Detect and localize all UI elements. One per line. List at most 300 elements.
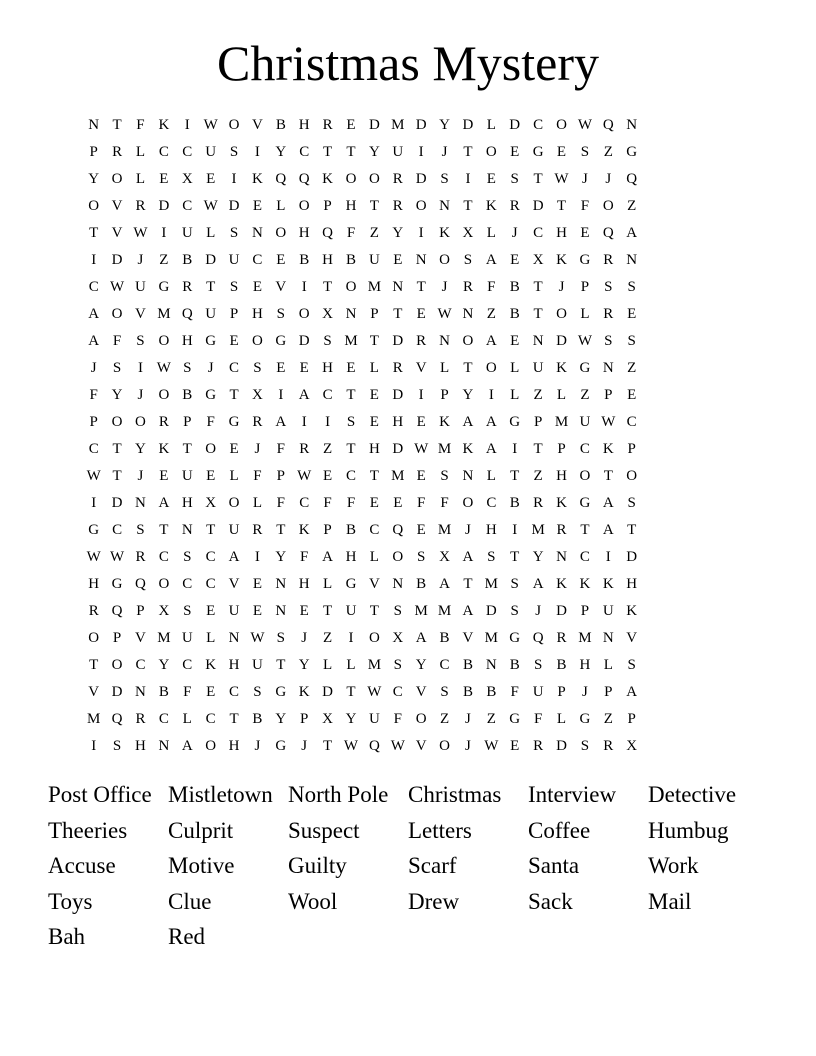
grid-cell: M [367,657,382,673]
grid-cell: U [135,279,146,295]
grid-cell: L [603,657,613,673]
grid-cell: A [485,333,497,349]
grid-cell: M [578,630,592,646]
grid-cell: T [393,306,403,322]
word-list [48,777,768,955]
grid-cell: E [252,279,263,295]
grid-cell: A [158,495,170,511]
grid-cell: Y [275,711,287,727]
grid-cell: Y [532,549,544,565]
grid-cell: S [183,603,192,619]
grid-row [82,409,736,436]
grid-cell: C [182,657,193,673]
grid-cell: F [276,441,285,457]
grid-cell: W [203,117,218,133]
grid-cell: Z [486,711,496,727]
grid-cell: B [439,630,450,646]
grid-cell: G [158,279,170,295]
grid-cell: V [275,279,287,295]
grid-cell: N [135,495,146,511]
grid-cell: C [229,360,240,376]
grid-cell: R [392,360,403,376]
grid-cell: P [580,279,590,295]
grid-cell: G [275,333,287,349]
grid-cell: G [509,630,521,646]
word-list-item: Scarf [408,853,457,879]
word-list-item: Bah [48,924,86,950]
grid-cell: D [532,198,544,214]
grid-cell: Y [275,144,287,160]
grid-cell: V [135,630,146,646]
grid-cell: K [439,225,450,241]
grid-cell: W [297,468,312,484]
grid-cell: C [135,657,146,673]
grid-cell: K [602,441,614,457]
grid-cell: E [510,333,520,349]
grid-row [82,490,736,517]
grid-cell: L [510,360,520,376]
grid-cell: B [509,279,520,295]
grid-cell: P [370,306,379,322]
grid-cell: M [554,414,569,430]
grid-cell: L [510,387,520,403]
grid-cell: A [602,522,614,538]
grid-cell: S [323,333,332,349]
grid-cell: E [369,495,379,511]
grid-cell: S [510,576,519,592]
grid-row [82,247,736,274]
grid-cell: J [137,387,144,403]
grid-cell: Y [275,549,287,565]
grid-cell: Y [111,387,123,403]
grid-cell: P [533,414,543,430]
grid-cell: F [510,684,519,700]
grid-cell: G [345,576,357,592]
grid-cell: H [228,738,240,754]
word-list-item: Coffee [528,817,591,843]
grid-row [82,301,736,328]
grid-cell: E [159,468,169,484]
grid-cell: K [439,414,450,430]
grid-cell: I [137,360,143,376]
grid-cell: A [275,414,287,430]
grid-cell: Z [533,387,543,403]
grid-cell: C [229,684,240,700]
grid-cell: I [91,252,97,268]
grid-cell: B [275,117,286,133]
grid-cell: J [465,711,471,727]
grid-cell: I [254,549,260,565]
grid-cell: S [463,252,473,268]
grid-cell: T [627,522,637,538]
grid-cell: H [322,252,334,268]
grid-cell: T [346,441,356,457]
grid-cell: M [437,603,452,619]
grid-cell: R [603,738,614,754]
grid-cell: N [556,549,567,565]
grid-cell: B [345,252,356,268]
word-list-item: Christmas [408,782,502,807]
grid-cell: M [391,117,405,133]
grid-cell: C [158,144,169,160]
grid-cell: X [392,630,404,646]
grid-cell: J [581,684,588,700]
grid-cell: D [556,603,567,619]
grid-cell: H [298,576,310,592]
grid-cell: N [392,279,404,295]
grid-cell: J [465,522,471,538]
grid-cell: O [439,738,450,754]
grid-cell: P [557,684,566,700]
grid-cell: D [158,198,170,214]
grid-row [82,598,736,625]
grid-cell: Y [298,657,310,673]
grid-cell: F [487,279,496,295]
grid-cell: C [205,711,216,727]
grid-cell: T [510,468,520,484]
grid-cell: T [89,657,99,673]
grid-cell: T [369,603,379,619]
grid-cell: A [298,387,310,403]
grid-cell: V [626,630,638,646]
grid-cell: Z [603,144,613,160]
grid-cell: Z [323,630,333,646]
grid-cell: S [183,360,192,376]
grid-cell: D [111,684,123,700]
grid-cell: E [206,468,216,484]
grid-cell: R [509,198,520,214]
grid-cell: I [512,522,518,538]
grid-cell: H [626,576,638,592]
grid-cell: S [440,468,449,484]
grid-cell: D [322,684,334,700]
word-list-item: Humbug [648,817,729,843]
grid-cell: G [626,144,638,160]
grid-cell: H [345,198,357,214]
grid-cell: M [484,630,498,646]
grid-cell: G [579,711,591,727]
grid-cell: I [348,630,354,646]
grid-cell: W [110,549,125,565]
grid-cell: I [301,279,307,295]
grid-cell: J [558,279,565,295]
grid-cell: U [368,252,380,268]
grid-cell: G [532,144,544,160]
grid-cell: S [627,279,636,295]
grid-cell: I [91,738,97,754]
word-list-item: Mail [648,888,692,914]
grid-cell: S [276,630,285,646]
word-list-item: Red [168,924,206,950]
grid-cell: S [112,738,122,754]
grid-cell: C [486,495,497,511]
grid-cell: B [556,657,567,673]
word-list-item: Santa [528,853,580,879]
grid-cell: F [440,495,449,511]
grid-cell: L [323,576,333,592]
grid-cell: R [392,171,403,187]
grid-cell: Z [323,441,333,457]
grid-cell: J [301,738,308,754]
grid-cell: I [418,144,424,160]
grid-cell: B [345,522,356,538]
grid-cell: I [418,387,424,403]
grid-cell: S [416,549,426,565]
grid-cell: C [439,657,450,673]
grid-cell: G [509,414,521,430]
grid-cell: N [181,522,193,538]
grid-cell: C [533,225,544,241]
grid-cell: K [579,576,591,592]
grid-cell: B [509,306,520,322]
grid-cell: D [509,117,521,133]
grid-cell: P [323,522,332,538]
grid-cell: K [485,198,497,214]
grid-cell: R [252,522,263,538]
grid-cell: S [580,738,590,754]
grid-row [82,382,736,409]
grid-cell: X [158,603,170,619]
grid-cell: J [90,360,97,376]
grid-cell: S [136,333,145,349]
grid-cell: N [415,252,427,268]
grid-cell: R [603,252,614,268]
grid-cell: E [323,468,333,484]
grid-cell: U [228,252,240,268]
grid-cell: C [345,468,356,484]
word-list-item: Mistletown [168,782,273,807]
grid-cell: T [369,198,379,214]
grid-cell: L [182,711,192,727]
grid-cell: Z [580,387,590,403]
grid-cell: P [112,630,122,646]
grid-cell: O [88,198,100,214]
grid-cell: O [298,306,310,322]
word-list-item: Sack [528,888,573,914]
grid-cell: O [368,630,380,646]
grid-cell: T [510,549,520,565]
grid-cell: C [88,441,99,457]
word-list-item: Clue [168,888,212,914]
grid-cell: A [532,576,544,592]
grid-cell: K [158,117,170,133]
grid-row [82,571,736,598]
grid-cell: Q [181,306,193,322]
grid-cell: A [626,684,638,700]
grid-cell: D [462,117,474,133]
grid-cell: T [463,198,473,214]
grid-cell: C [369,522,380,538]
grid-cell: T [229,387,239,403]
grid-cell: U [345,603,357,619]
word-list-item: Accuse [48,853,116,879]
grid-cell: S [253,360,262,376]
grid-cell: C [299,144,310,160]
grid-cell: B [509,657,520,673]
grid-cell: B [158,684,169,700]
grid-cell: F [323,495,332,511]
grid-cell: J [301,630,308,646]
grid-cell: O [228,117,240,133]
grid-cell: L [580,306,590,322]
grid-cell: W [414,441,429,457]
grid-cell: N [626,252,638,268]
grid-cell: A [181,738,193,754]
grid-cell: R [416,333,427,349]
grid-cell: R [88,603,99,619]
grid-cell: K [322,171,334,187]
grid-cell: C [112,522,123,538]
grid-cell: V [135,306,146,322]
grid-cell: S [229,279,239,295]
grid-cell: G [579,360,591,376]
grid-cell: N [158,738,170,754]
grid-cell: F [253,468,262,484]
grid-cell: H [181,495,193,511]
grid-cell: N [602,630,614,646]
grid-cell: F [89,387,98,403]
word-list-item: Post Office [48,782,152,807]
grid-cell: O [205,441,217,457]
grid-cell: R [556,522,567,538]
grid-cell: Y [392,225,404,241]
grid-cell: T [112,441,122,457]
grid-cell: U [532,684,544,700]
grid-cell: O [556,306,567,322]
grid-cell: N [228,630,240,646]
grid-cell: L [369,549,379,565]
grid-cell: M [531,522,545,538]
grid-cell: N [602,360,614,376]
grid-cell: S [627,657,636,673]
grid-cell: O [88,630,100,646]
grid-cell: S [112,360,122,376]
grid-cell: R [533,495,544,511]
grid-cell: T [206,522,216,538]
grid-cell: M [87,711,101,727]
grid-cell: A [462,603,474,619]
grid-cell: O [298,198,310,214]
grid-cell: I [325,414,331,430]
grid-cell: W [577,117,592,133]
grid-cell: R [135,711,146,727]
grid-cell: P [323,198,332,214]
grid-cell: O [485,360,497,376]
grid-cell: J [605,171,612,187]
word-list-item: Culprit [168,817,234,843]
grid-cell: W [133,225,148,241]
grid-cell: Z [603,711,613,727]
grid-cell: W [156,360,171,376]
grid-cell: I [231,171,237,187]
grid-cell: F [346,225,356,241]
grid-cell: K [462,441,474,457]
word-list-item: Work [648,853,699,879]
grid-cell: N [345,306,357,322]
grid-cell: I [91,495,97,511]
grid-cell: P [627,441,636,457]
grid-row [82,463,736,490]
grid-cell: O [392,549,404,565]
grid-cell: E [276,360,286,376]
grid-cell: G [579,495,591,511]
grid-cell: C [158,549,169,565]
grid-cell: T [580,522,590,538]
grid-cell: T [533,441,543,457]
grid-cell: T [603,468,613,484]
grid-cell: A [322,549,334,565]
grid-cell: C [322,387,333,403]
grid-cell: G [275,738,287,754]
grid-cell: Z [439,711,450,727]
grid-cell: R [299,441,310,457]
grid-cell: Q [392,522,404,538]
grid-cell: U [181,468,193,484]
grid-cell: T [463,576,473,592]
grid-row [82,220,736,247]
grid-cell: M [484,576,498,592]
grid-cell: J [207,360,214,376]
grid-cell: E [206,603,216,619]
grid-cell: I [184,117,190,133]
word-list-item: Letters [408,817,472,843]
grid-cell: T [229,711,239,727]
grid-cell: O [439,252,450,268]
grid-cell: O [111,171,123,187]
grid-cell: Q [602,225,614,241]
grid-cell: H [392,414,404,430]
grid-cell: O [345,279,357,295]
grid-cell: X [626,738,638,754]
grid-cell: M [391,468,405,484]
grid-cell: K [556,252,567,268]
grid-cell: O [228,495,240,511]
grid-cell: D [556,333,567,349]
grid-cell: L [439,360,450,376]
grid-cell: V [415,738,427,754]
grid-cell: L [252,495,263,511]
grid-cell: V [368,576,380,592]
grid-cell: H [298,117,310,133]
grid-cell: D [485,603,497,619]
grid-row [82,355,736,382]
grid-cell: X [205,495,217,511]
grid-cell: V [415,360,427,376]
grid-cell: G [579,252,591,268]
grid-cell: M [414,603,428,619]
grid-cell: V [228,576,240,592]
grid-cell: E [252,576,263,592]
grid-cell: D [111,252,123,268]
grid-cell: R [112,144,123,160]
grid-cell: U [602,603,614,619]
grid-cell: A [88,306,100,322]
grid-cell: I [605,549,611,565]
grid-cell: W [250,630,265,646]
grid-cell: Y [345,711,357,727]
grid-cell: C [205,549,216,565]
grid-cell: C [158,711,169,727]
grid-cell: B [462,684,473,700]
grid-cell: H [228,657,240,673]
grid-cell: Q [626,171,638,187]
grid-cell: G [275,684,287,700]
grid-cell: C [88,279,99,295]
grid-cell: Z [627,198,637,214]
grid-cell: S [136,522,145,538]
grid-cell: B [486,684,497,700]
grid-cell: O [252,333,263,349]
